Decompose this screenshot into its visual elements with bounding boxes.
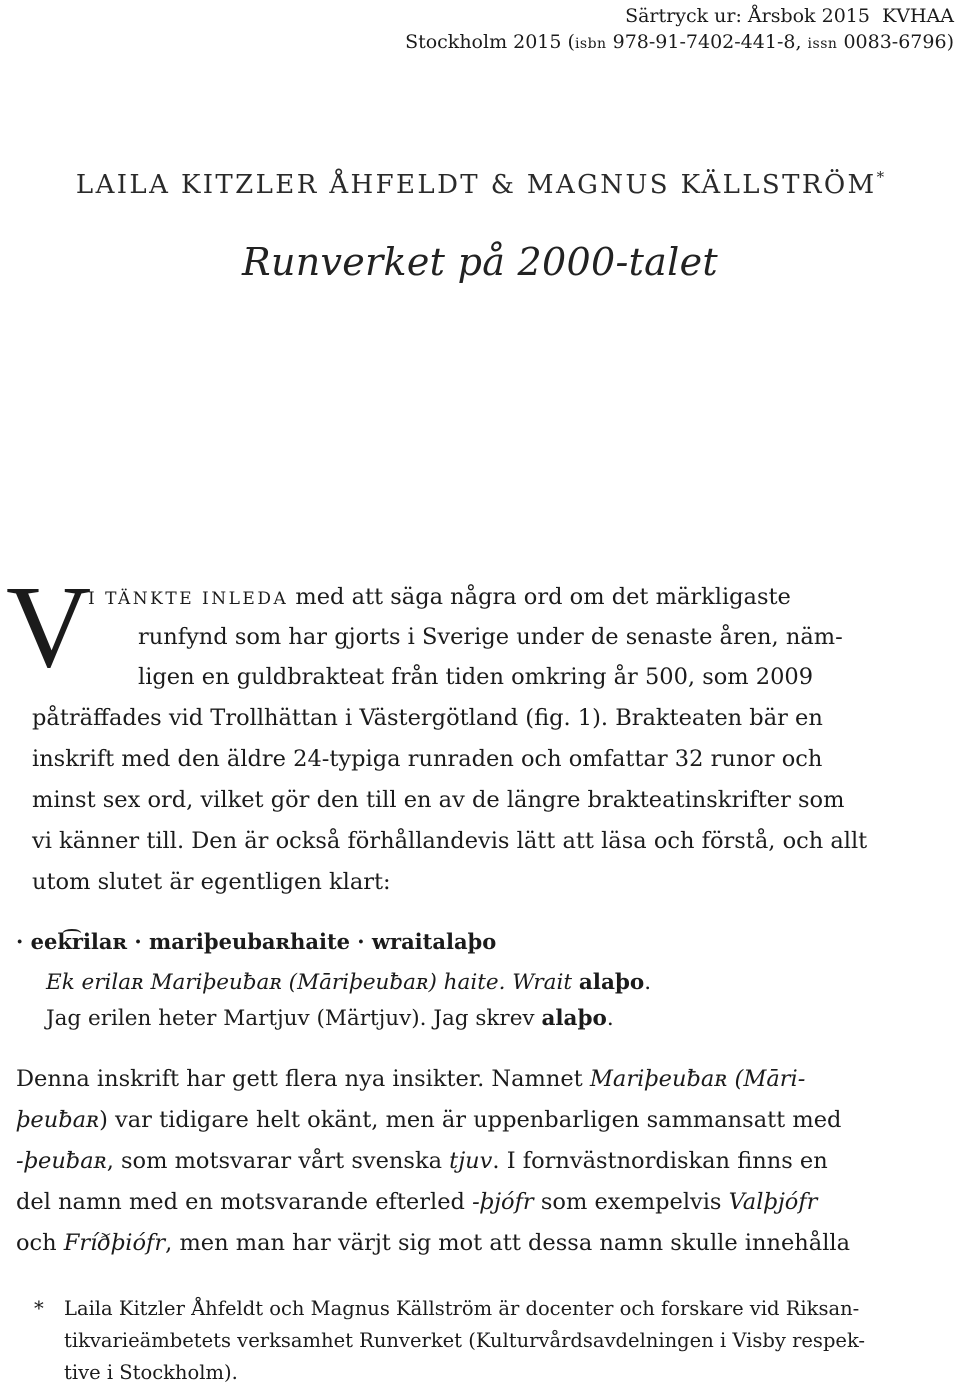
name-maritheubar: Mariþeuƀaʀ: [589, 1066, 728, 1092]
para2-l2-b: ) var tidigare helt okänt, men är uppenbarligen sammansatt med: [99, 1107, 842, 1133]
translation-text: Jag erilen heter Martjuv (Märtjuv). Jag skrev: [46, 1006, 535, 1031]
para2-l1-a: Denna inskrift har gett flera nya insikter. Namnet: [16, 1066, 583, 1092]
authors-text: LAILA KITZLER ÅHFELDT & MAGNUS KÄLLSTRÖM: [75, 170, 877, 200]
issn-label: issn: [807, 36, 838, 52]
translation-alatho: alaþo: [541, 1006, 607, 1031]
translation-dot: .: [606, 1006, 614, 1031]
normalized-dot: .: [644, 970, 652, 995]
para2-l5-c: , men man har värjt sig mot att dessa namn skulle innehålla: [165, 1230, 851, 1256]
para2-line-2: [16, 1107, 841, 1133]
para2-line-1: [16, 1066, 805, 1092]
normalized-text: Ek erilaʀ Mariþeuƀaʀ (Māriþeuƀaʀ) haite. Wrait: [46, 970, 573, 995]
footnote-line-2: tikvarieämbetets verksamhet Runverket (Kulturvårdsavdelningen i Visby respek-: [64, 1329, 866, 1352]
article-authors: [0, 170, 960, 200]
inscription-translation: [46, 1006, 614, 1031]
normalized-alatho: alaþo: [578, 970, 645, 995]
intro-line-3: ligen en guldbrakteat från tiden omkring år 500, som 2009: [138, 664, 814, 690]
isbn-value: 978-91-7402-441-8,: [606, 31, 808, 53]
para2-l4-c: som exempelvis: [540, 1189, 722, 1215]
word-tjuv: tjuv: [449, 1148, 493, 1174]
intro-line-8: utom slutet är egentligen klart:: [32, 869, 391, 895]
para2-l5-a: och: [16, 1230, 57, 1256]
isbn-label: isbn: [574, 36, 607, 52]
name-valthjofr: Valþjófr: [728, 1189, 818, 1215]
intro-line-5: inskrift med den äldre 24-typiga runraden och omfattar 32 runor och: [32, 746, 823, 772]
suffix-theubar: -þeuƀaʀ: [16, 1148, 107, 1174]
reprint-source: Särtryck ur: Årsbok 2015: [625, 5, 870, 27]
issn-value: 0083-6796): [837, 31, 954, 53]
authors-footnote-mark: *: [876, 168, 885, 186]
reprint-place: Stockholm 2015 (: [405, 31, 575, 53]
reprint-org: KVHAA: [882, 5, 954, 27]
para2-l4-a: del namn med en motsvarande efterled: [16, 1189, 465, 1215]
inscription-transliteration: · eek͡rilaʀ · mariþeubaʀhaite · wraitalaþo: [16, 929, 497, 954]
suffix-thjofr: -þjófr: [472, 1189, 534, 1215]
intro-line-7: vi känner till. Den är också förhållandevis lätt att läsa och förstå, och allt: [32, 828, 868, 854]
inscription-normalized: [46, 970, 651, 995]
reprint-info: [405, 3, 954, 57]
lead-smallcaps: I TÄNKTE INLEDA: [88, 589, 289, 609]
intro-line-1: [88, 577, 791, 620]
intro-line-4: påträffades vid Trollhättan i Västergötland (fig. 1). Brakteaten bär en: [32, 705, 823, 731]
para2-l1-b: (Māri-: [734, 1066, 806, 1092]
name-theubar: þeuƀaʀ: [16, 1107, 100, 1133]
footnote-mark: *: [34, 1297, 44, 1320]
drop-cap: V: [6, 561, 92, 692]
para2-l3-b: , som motsvarar vårt svenska: [106, 1148, 442, 1174]
intro-line-6: minst sex ord, vilket gör den till en av de längre brakteatinskrifter som: [32, 787, 845, 813]
para2-line-4: [16, 1189, 817, 1215]
para2-line-5: [16, 1230, 850, 1256]
reprint-line-2: [405, 29, 954, 57]
para2-l3-d: . I fornvästnordiskan finns en: [492, 1148, 828, 1174]
intro-line-1-rest: med att säga några ord om det märkligaste: [288, 584, 791, 610]
footnote-line-3: tive i Stockholm).: [64, 1361, 238, 1384]
para2-line-3: [16, 1148, 828, 1174]
name-fridthiofr: Fríðþiófr: [63, 1230, 166, 1256]
reprint-line-1: [405, 3, 954, 29]
article-title: Runverket på 2000-talet: [242, 240, 718, 284]
intro-line-2: runfynd som har gjorts i Sverige under de senaste åren, näm-: [138, 624, 843, 650]
footnote-line-1: Laila Kitzler Åhfeldt och Magnus Källström är docenter och forskare vid Riksan-: [64, 1297, 860, 1320]
